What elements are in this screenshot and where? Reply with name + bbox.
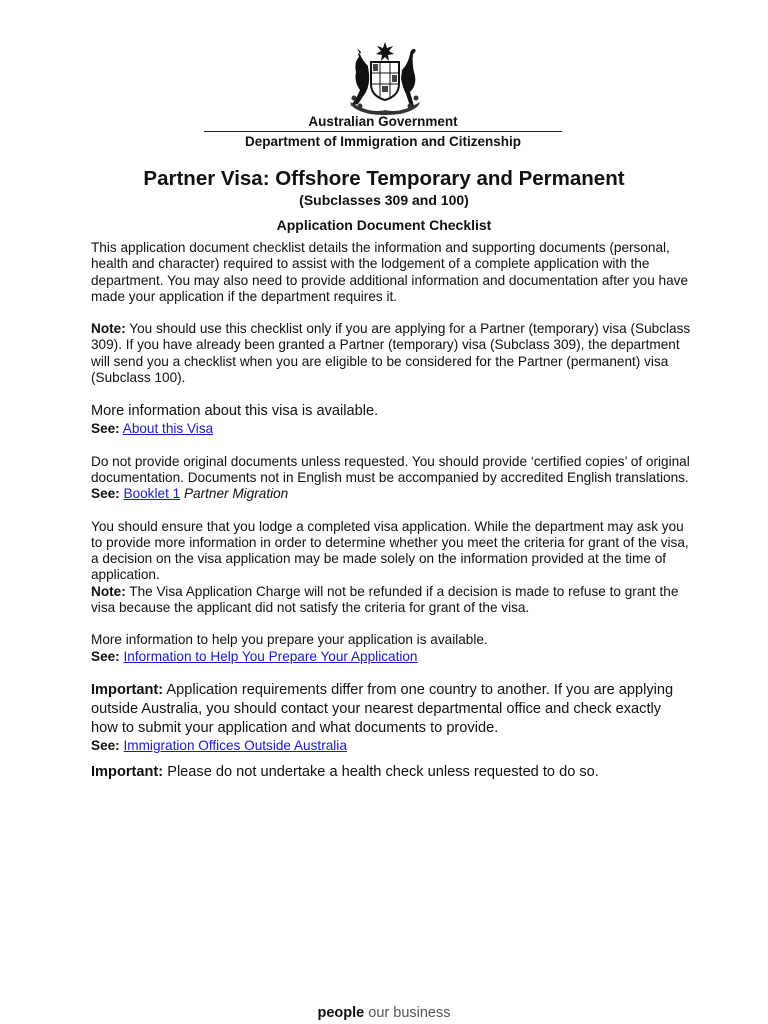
header-divider [204, 131, 562, 132]
important-health-text: Please do not undertake a health check unless requested to do so. [163, 764, 599, 781]
intro-paragraph: This application document checklist details the information and supporting documents (personal, health and character) required to assist with the lodgement of a complete application with the department. You may also need to provide additional information and documentation after you have made your application if the department requires it. [91, 240, 689, 304]
important-requirements-paragraph [91, 681, 691, 738]
prepare-paragraph: More information to help you prepare your application is available. [91, 632, 488, 648]
more-info-see [91, 421, 691, 437]
note-label: Note: [91, 583, 126, 599]
originals-paragraph: Do not provide original documents unless requested. You should provide ‘certified copies’ of original documentation. Documents not in English must be accompanied by accredited English translations. [91, 453, 690, 485]
prepare-application-link[interactable]: Information to Help You Prepare Your Application [123, 648, 418, 664]
note-paragraph [91, 321, 691, 386]
offices-see [91, 738, 691, 754]
important-requirements-text: Application requirements differ from one country to another. If you are applying outside Australia, you should contact your nearest departmental office and check exactly how to submit your application and what documents to provide. [91, 681, 674, 736]
booklet-1-link[interactable]: Booklet 1 [123, 486, 181, 502]
government-name: Australian Government [308, 114, 458, 129]
booklet-title: Partner Migration [183, 486, 289, 502]
complete-application-paragraph: You should ensure that you lodge a completed visa application. While the department may ask you to provide more information in order to determine whether you meet the criteria for grant of the visa, a decision on the visa application may be made solely on the information provided at the time of application. [91, 518, 689, 583]
originals-see [91, 486, 691, 502]
refund-note-paragraph [91, 584, 691, 617]
important-label: Important: [91, 764, 164, 781]
see-label: See: [91, 648, 120, 664]
note-text: You should use this checklist only if you are applying for a Partner (temporary) visa (Subclass 309). If you have already been granted a Partner (temporary) visa (Subclass 309), the department will send you a checklist when you are eligible to be considered for the Partner (permanent) visa (Subclass 100). [91, 321, 691, 386]
important-label: Important: [91, 681, 164, 698]
coat-of-arms-icon [330, 40, 440, 116]
refund-note-text: The Visa Application Charge will not be refunded if a decision is made to refuse to grant the visa because the applicant did not satisfy the criteria for grant of the visa. [91, 583, 679, 616]
page-title: Partner Visa: Offshore Temporary and Permanent [143, 167, 625, 190]
tagline-strong: people [317, 1005, 365, 1021]
prepare-see [91, 649, 691, 665]
tagline-light: our business [364, 1005, 451, 1021]
footer-tagline [0, 1005, 768, 1021]
government-header [203, 114, 563, 150]
see-label: See: [91, 737, 120, 753]
see-label: See: [91, 421, 120, 437]
document-body [91, 240, 691, 782]
see-label: See: [91, 486, 120, 502]
note-label: Note: [91, 321, 126, 337]
about-this-visa-link[interactable]: About this Visa [122, 421, 214, 437]
document-heading: Application Document Checklist [276, 217, 492, 233]
department-name: Department of Immigration and Citizenship [244, 134, 522, 149]
important-health-paragraph [91, 763, 691, 782]
offices-outside-australia-link[interactable]: Immigration Offices Outside Australia [123, 737, 347, 753]
more-info-paragraph: More information about this visa is available. [91, 403, 379, 420]
page-subtitle: (Subclasses 309 and 100) [299, 192, 469, 208]
